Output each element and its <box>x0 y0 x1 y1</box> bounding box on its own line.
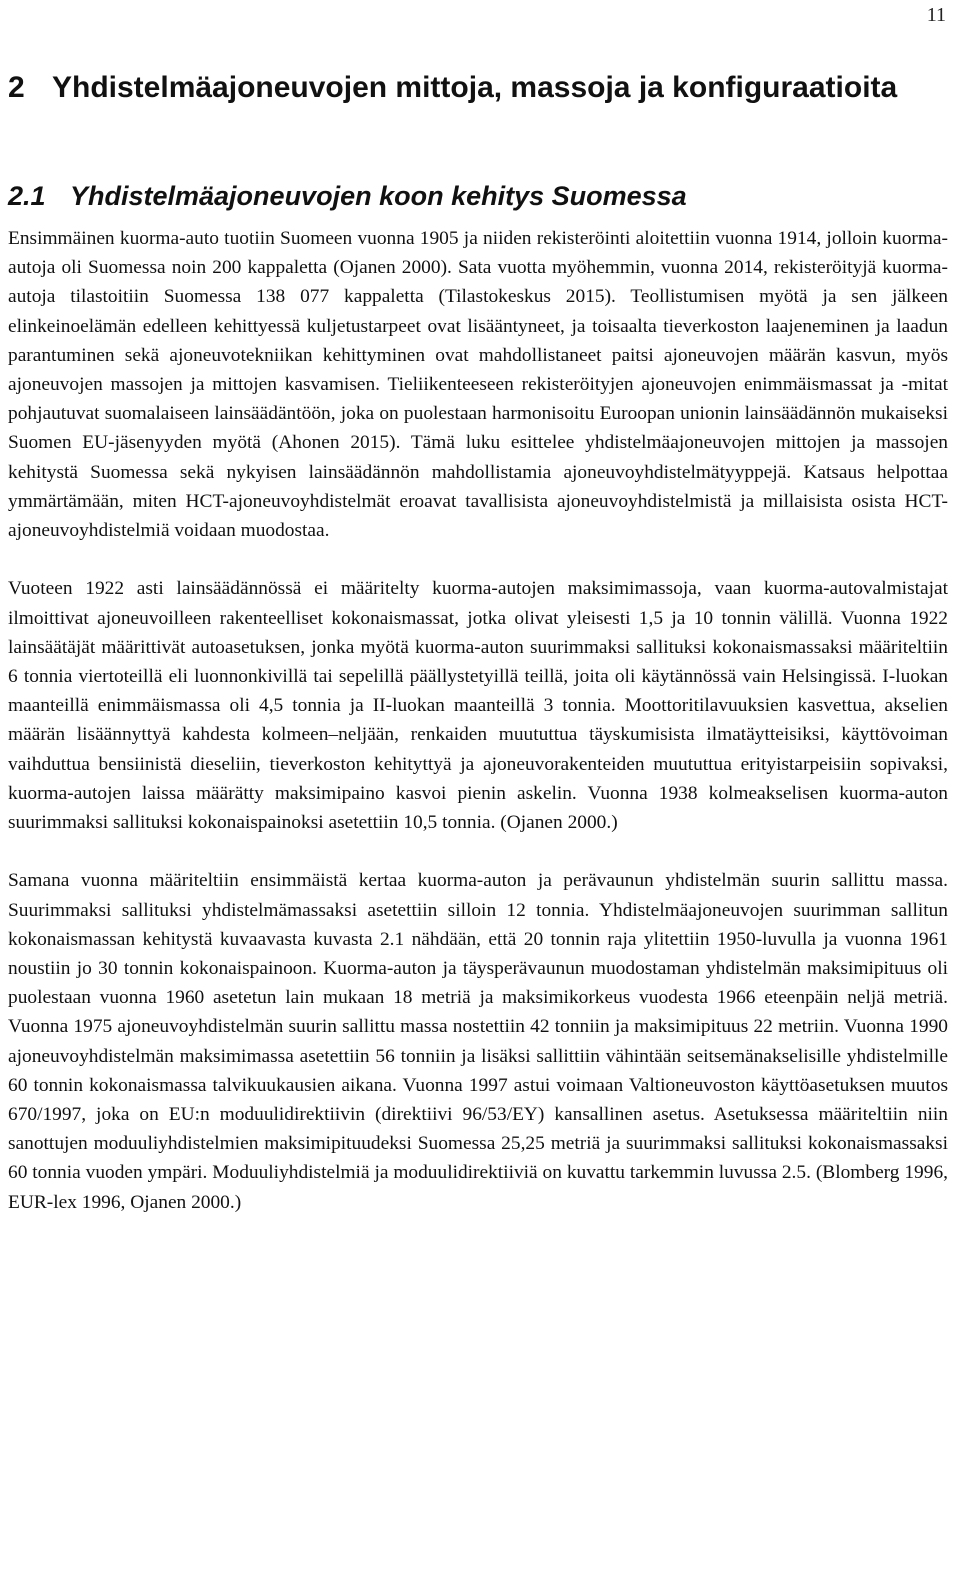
chapter-title: Yhdistelmäajoneuvojen mittoja, massoja ja konfiguraatioita <box>52 71 898 104</box>
chapter-number: 2 <box>8 71 25 104</box>
body-text <box>8 224 948 1217</box>
section-title: Yhdistelmäajoneuvojen koon kehitys Suomessa <box>70 181 687 211</box>
section-heading <box>8 178 948 214</box>
paragraph: Vuoteen 1922 asti lainsäädännössä ei määritelty kuorma-autojen maksimimassoja, vaan kuorma-autovalmistajat ilmoittivat ajoneuvoilleen rakenteelliset kokonaismassat, jotka olivat yleisesti 1,5 ja 10 tonnin välillä. Vuonna 1922 lainsäätäjät määrittivät autoasetuksen, jonka myötä kuorma-auton suurimmaksi sallituksi kokonaismassaksi määriteltiin 6 tonnia viertoteillä eli luonnonkivillä tai sepelillä päällystetyillä teillä, joita oli käytännössä vain Helsingissä. I-luokan maanteillä enimmäismassa oli 4,5 tonnia ja II-luokan maanteillä 3 tonnia. Moottoritilavuuksien kasvettua, akselien määrän lisäännyttyä kahdesta kolmeen–neljään, renkaiden muututtua täyskumisista ilmatäytteisiksi, käyttövoiman vaihduttua bensiinistä dieseliin, tieverkoston kehityttyä ja ajoneuvorakenteiden muututtua erityistarpeisiin sopivaksi, kuorma-autojen laissa määrätty maksimipaino kasvoi pienin askelin. Vuonna 1938 kolmeakselisen kuorma-auton suurimmaksi sallituksi kokonaispainoksi asetettiin 10,5 tonnia. (Ojanen 2000.) <box>8 578 948 834</box>
section-number: 2.1 <box>8 181 46 211</box>
page-number: 11 <box>926 4 946 26</box>
paragraph: Ensimmäinen kuorma-auto tuotiin Suomeen vuonna 1905 ja niiden rekisteröinti aloitettiin vuonna 1914, jolloin kuorma-autoja oli Suomessa noin 200 kappaletta (Ojanen 2000). Sata vuotta myöhemmin, vuonna 2014, rekisteröityjä kuorma-autoja tilastoitiin Suomessa 138 077 kappaletta (Tilastokeskus 2015). Teollistumisen myötä ja sen jälkeen elinkeinoelämän edelleen kehittyessä kuljetustarpeet ovat lisääntyneet, ja toisaalta tieverkoston laajeneminen ja laadun parantuminen sekä ajoneuvotekniikan kehittyminen ovat mahdollistaneet paitsi ajoneuvojen määrän kasvun, myös ajoneuvojen massojen ja mittojen kasvamisen. Tieliikenteeseen rekisteröityjen ajoneuvojen enimmäismassat ja -mitat pohjautuvat suomalaiseen lainsäädäntöön, joka on puolestaan harmonisoitu Euroopan unionin lainsäädännön mukaiseksi Suomen EU-jäsenyyden myötä (Ahonen 2015). Tämä luku esittelee yhdistelmäajoneuvojen mittojen ja massojen kehitystä Suomessa sekä nykyisen lainsäädännön mahdollistamia ajoneuvoyhdistelmätyyppejä. Katsaus helpottaa ymmärtämään, miten HCT-ajoneuvoyhdistelmät eroavat tavallisista ajoneuvoyhdistelmistä ja millaisista osista HCT-ajoneuvoyhdistelmiä voidaan muodostaa. <box>8 228 948 542</box>
paragraph: Samana vuonna määriteltiin ensimmäistä kertaa kuorma-auton ja perävaunun yhdistelmän suurin sallittu massa. Suurimmaksi sallituksi yhdistelmämassaksi asetettiin silloin 12 tonnia. Yhdistelmäajoneuvojen suurimman sallitun kokonaismassan kehitystä kuvaavasta kuvasta 2.1 nähdään, että 20 tonnin raja ylitettiin 1950-luvulla ja vuonna 1961 noustiin jo 30 tonnin kokonaispainoon. Kuorma-auton ja täysperävaunun muodostaman yhdistelmän maksimipituus oli puolestaan vuonna 1960 asetetun lain mukaan 18 metriä ja maksimikorkeus vuodesta 1966 eteenpäin neljä metriä. Vuonna 1975 ajoneuvoyhdistelmän suurin sallittu massa nostettiin 42 tonniin ja maksimipituus 22 metriin. Vuonna 1990 ajoneuvoyhdistelmän maksimimassa asetettiin 56 tonniin ja lisäksi sallittiin vähintään seitsemänakselisille yhdistelmille 60 tonnin kokonaismassa talvikuukausien aikana. Vuonna 1997 astui voimaan Valtioneuvoston käyttöasetuksen muutos 670/1997, joka on EU:n moduulidirektiivin (direktiivi 96/53/EY) kansallinen asetus. Asetuksessa määriteltiin niin sanottujen moduuliyhdistelmien maksimipituudeksi Suomessa 25,25 metriä ja suurimmaksi sallituksi kokonaismassaksi 60 tonnia vuoden ympäri. Moduuliyhdistelmiä ja moduulidirektiiviä on kuvattu tarkemmin luvussa 2.5. (Blomberg 1996, EUR-lex 1996, Ojanen 2000.) <box>8 870 948 1213</box>
chapter-heading <box>8 68 948 108</box>
